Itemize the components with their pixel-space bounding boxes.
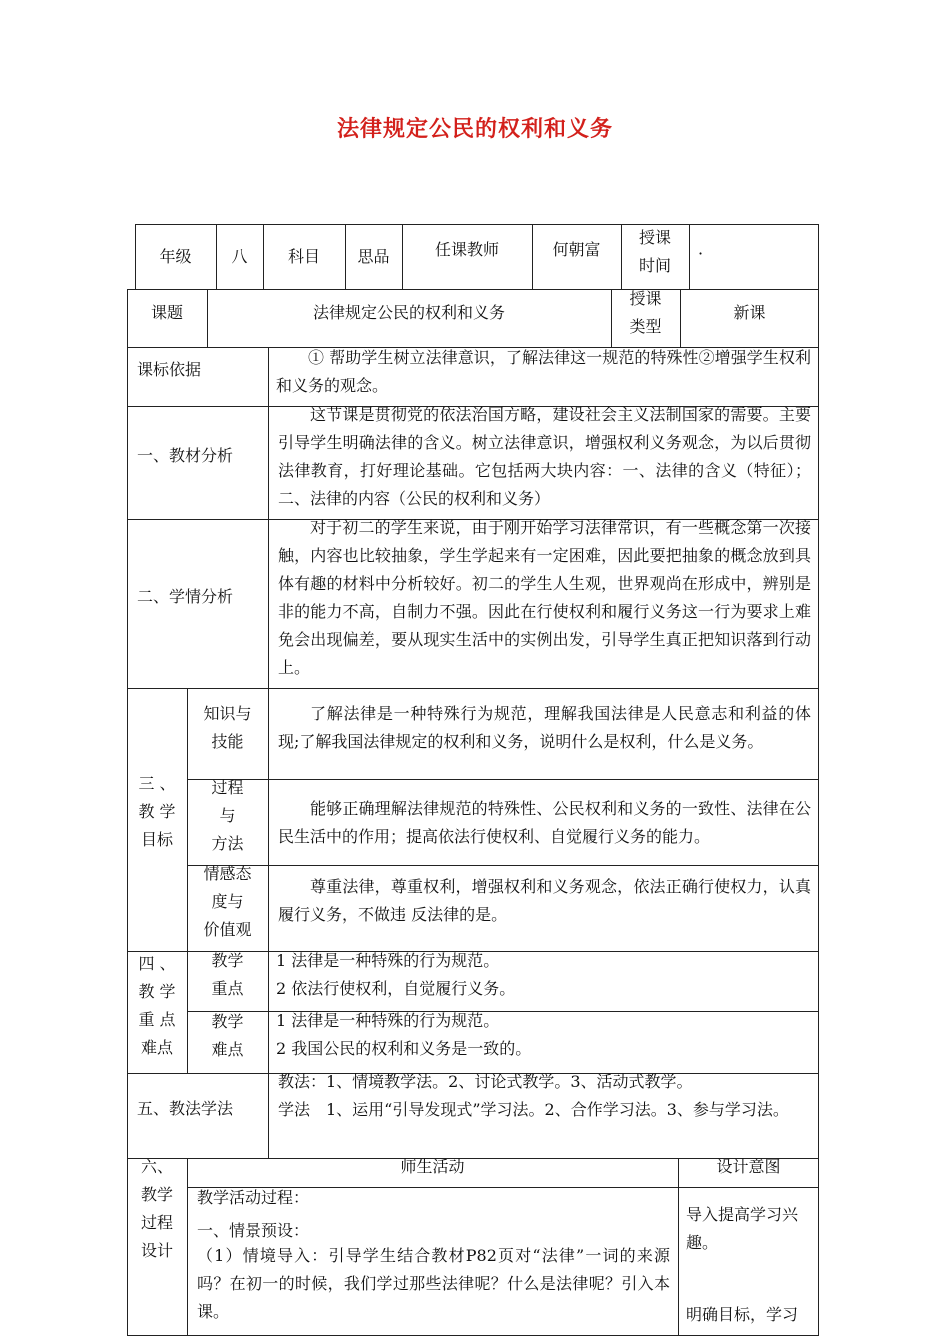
- process-label: 六、 教学 过程 设计: [140, 1157, 173, 1260]
- students-text: 对于初二的学生来说，由于刚开始学习法律常识，有一些概念第一次接触，内容也比较抽象，学生学起来有一定困难，因此要把抽象的概念放到具体有趣的材料中分析较好。初二的学生人生观，世界观尚在形成中，辨别是非的能力不高，自制力不强。因此在行使权利和履行义务这一行为要求上难免会出现偏差，要从现实生活中的实例出发，引导学生真正把知识落到行动上。: [278, 518, 811, 677]
- grade-value: 八: [231, 247, 248, 266]
- process-method-label: 过程 与 方法: [211, 778, 244, 853]
- type-value: 新课: [733, 303, 766, 322]
- learning-method: 学法 1、运用“引导发现式”学习法。2、合作学习法。3、参与学习法。: [278, 1100, 789, 1119]
- knowledge-text: 了解法律是一种特殊行为规范，理解我国法律是人民意志和利益的体现;了解我国法律规定的权利和义务，说明什么是权利，什么是义务。: [278, 704, 811, 751]
- grade-label: 年级: [159, 247, 192, 266]
- intent-content: 导入提高学习兴趣。 明确目标，学习: [686, 1205, 799, 1324]
- subject-value: 思品: [357, 247, 390, 266]
- students-label: 二、学情分析: [137, 587, 234, 606]
- difficulty-item: 2 我国公民的权利和义务是一致的。: [276, 1039, 532, 1058]
- material-label: 一、教材分析: [137, 446, 234, 465]
- focus-items: [268, 947, 819, 1007]
- activity-column-header: 师生活动: [400, 1157, 465, 1176]
- teacher-label: 任课教师: [434, 240, 499, 259]
- emotion-label: 情感态 度与 价值观: [203, 864, 252, 939]
- emotion-text: 尊重法律，尊重权利，增强权利和义务观念，依法正确行使权力，认真履行义务，不做违 反法律的是。: [278, 877, 811, 924]
- type-label: 授课 类型: [629, 289, 662, 336]
- teaching-method: 教法：1、情境教学法。2、讨论式教学。3、活动式教学。: [278, 1072, 693, 1091]
- difficulty-item: 1 法律是一种特殊的行为规范。: [276, 1011, 500, 1030]
- subject-label: 科目: [287, 247, 320, 266]
- process-method-text: 能够正确理解法律规范的特殊性、公民权利和义务的一致性、法律在公民生活中的作用；提高依法行使权利、自觉履行义务的能力。: [278, 799, 811, 846]
- activity-content: 教学活动过程： 一、情景预设： （1）情境导入：引导学生结合教材P82页对“法律”一词的来源吗？在初一的时候，我们学过那些法律呢？什么是法律呢？引入本课。: [197, 1188, 670, 1321]
- intent-column-header: 设计意图: [716, 1157, 781, 1176]
- focus-item: 1 法律是一种特殊的行为规范。: [276, 951, 500, 970]
- difficulty-items: [268, 1007, 819, 1067]
- document-title: 法律规定公民的权利和义务: [336, 117, 613, 142]
- goals-label: 三 、 教 学 目标: [138, 774, 176, 849]
- knowledge-label: 知识与 技能: [203, 704, 252, 751]
- focus-label: 教学 重点: [211, 951, 244, 998]
- teacher-value: 何朝富: [552, 240, 601, 259]
- time-label: 授课 时间: [638, 228, 671, 275]
- material-text: 这节课是贯彻党的依法治国方略，建设社会主义法制国家的需要。主要引导学生明确法律的含义。树立法律意识，增强权利义务观念，为以后贯彻法律教育，打好理论基础。它包括两大块内容：一、法律的含义（特征）；二、法律的内容（公民的权利和义务）: [278, 405, 811, 508]
- focus-item: 2 依法行使权利，自觉履行义务。: [276, 979, 516, 998]
- difficulty-label: 教学 难点: [211, 1012, 244, 1059]
- key-points-label: 四 、 教 学 重 点 难点: [138, 954, 176, 1057]
- topic-value: 法律规定公民的权利和义务: [312, 303, 505, 322]
- topic-label: 课题: [150, 303, 183, 322]
- basis-text: ① 帮助学生树立法律意识，了解法律这一规范的特殊性②增强学生权利和义务的观念。: [276, 348, 811, 395]
- time-value: ·: [698, 244, 704, 263]
- methods-label: 五、教法学法: [137, 1099, 234, 1118]
- basis-label: 课标依据: [137, 360, 202, 379]
- methods-text: [268, 1068, 819, 1158]
